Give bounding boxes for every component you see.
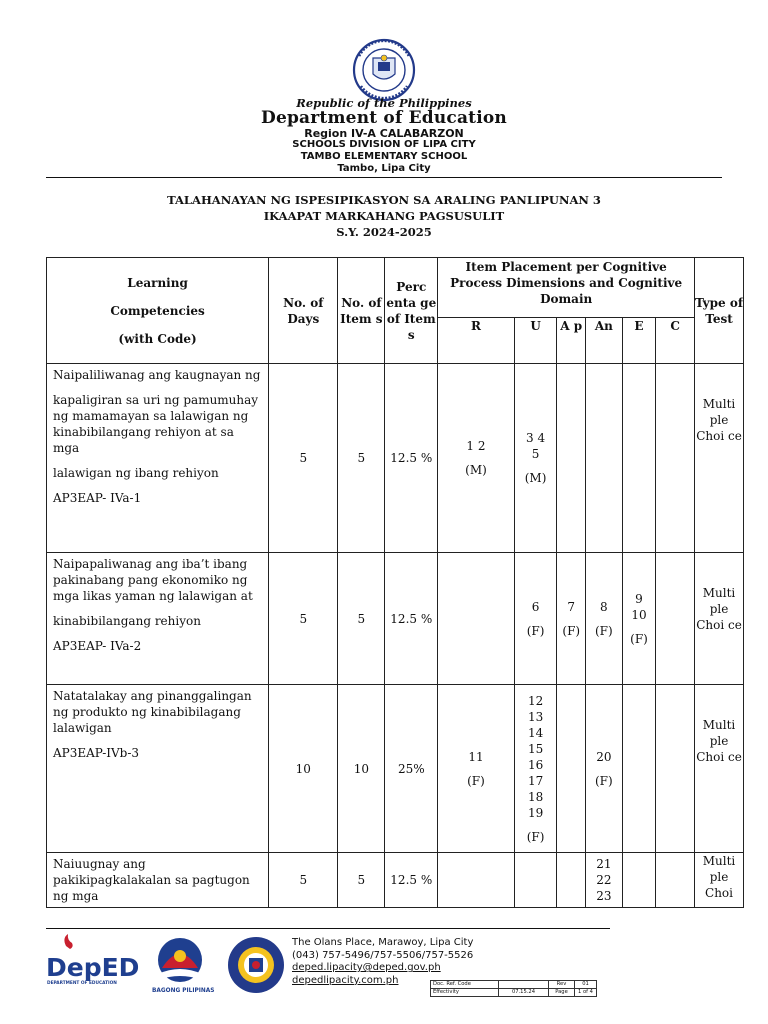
division-seal-icon [228, 937, 284, 993]
competency-text: AP3EAP- IVa-1 [53, 491, 142, 505]
item-number: (F) [595, 773, 613, 788]
header-items: No. of Item s [338, 258, 385, 364]
item-number: 9 [635, 591, 643, 606]
placement-cell-level-u [514, 853, 557, 908]
test-type-cell: Multi ple Choi ce [695, 364, 744, 553]
footer-address: The Olans Place, Marawoy, Lipa City [292, 937, 474, 948]
page-value: 1 of 4 [575, 989, 597, 997]
document-title: TALAHANAYAN NG ISPESIPIKASYON SA ARALING PANLIPUNAN 3 [167, 193, 601, 207]
items-cell: 5 [338, 364, 385, 553]
placement-cell-level-u [514, 685, 557, 853]
header-item-placement: Item Placement per Cognitive Process Dimensions and Cognitive Domain [438, 258, 695, 318]
competency-text: kapaligiran sa uri ng pamumuhay ng mamamayan sa lalawigan ng kinabibilangang rehiyon at sa mga [53, 393, 259, 455]
item-number: 16 [527, 757, 544, 772]
effectivity-value: 07.15.24 [499, 989, 549, 997]
item-number: 10 [631, 607, 647, 622]
placement-cell-level-ap [557, 553, 586, 685]
competency-text: Natatalakay ang pinanggalingan ng produkto ng kinabibilagang lalawigan [53, 689, 252, 735]
header-divider [46, 177, 722, 178]
competency-text: AP3EAP- IVa-2 [53, 639, 142, 653]
days-cell: 5 [269, 364, 338, 553]
items-cell: 5 [338, 553, 385, 685]
specification-table [46, 257, 744, 908]
item-number: (F) [562, 623, 581, 638]
days-cell: 5 [269, 553, 338, 685]
item-number: 12 [527, 693, 544, 708]
item-number: 5 [531, 447, 540, 461]
placement-cell-level-c [656, 553, 695, 685]
header-level-u: U [514, 318, 557, 364]
test-type-cell: Multi ple Choi ce [695, 685, 744, 853]
placement-cell-level-u [514, 553, 557, 685]
deped-logo-sub: DEPARTMENT OF EDUCATION [47, 981, 117, 986]
school-name: TAMBO ELEMENTARY SCHOOL [300, 151, 468, 162]
school-address: Tambo, Lipa City [337, 163, 431, 174]
footer-email-link[interactable]: deped.lipacity@deped.gov.ph [292, 962, 441, 974]
placement-cell-level-ap [557, 853, 586, 908]
competency-text: kinabibilangang rehiyon [53, 614, 201, 628]
item-number: 19 [527, 805, 544, 820]
item-number: 7 [567, 599, 576, 614]
item-number: (F) [595, 623, 613, 638]
percentage-cell: 12.5 % [385, 853, 438, 908]
table-row [47, 553, 744, 685]
item-number: 11 [468, 749, 484, 764]
item-number: 1 2 [466, 439, 486, 453]
placement-cell-level-e [622, 685, 656, 853]
placement-cell-level-e [622, 364, 656, 553]
test-type-cell: Multi ple Choi ce [695, 553, 744, 685]
item-number: 3 4 [526, 431, 546, 445]
days-cell: 10 [269, 685, 338, 853]
header-type-of-test: Type of Test [695, 258, 744, 364]
rev-value: 01 [575, 981, 597, 989]
deped-logo-text: DepED [46, 953, 140, 982]
document-subtitle: IKAAPAT MARKAHANG PAGSUSULIT [263, 209, 505, 223]
placement-cell-level-r [438, 553, 514, 685]
department-name: Department of Education [261, 108, 507, 128]
footer-divider [46, 928, 610, 929]
region-line: Region IV-A CALABARZON [304, 127, 464, 140]
header-level-r: R [438, 318, 514, 364]
item-number: 17 [527, 773, 544, 788]
item-number: 21 [596, 857, 612, 871]
header-level-ap: A p [557, 318, 586, 364]
placement-cell-level-an [586, 853, 623, 908]
placement-cell-level-an [586, 364, 623, 553]
item-number: (M) [524, 471, 547, 485]
footer-phone: (043) 757-5496/757-5506/757-5526 [292, 949, 474, 961]
item-number: 22 [596, 873, 612, 887]
placement-cell-level-an [586, 553, 623, 685]
item-number: 15 [527, 741, 544, 756]
item-number: 6 [531, 599, 540, 614]
competency-text: AP3EAP-IVb-3 [53, 746, 140, 760]
competency-cell [47, 553, 269, 685]
placement-cell-level-r [438, 685, 514, 853]
item-number: (F) [630, 631, 648, 646]
page-label: Page [549, 989, 575, 997]
placement-cell-level-e [622, 853, 656, 908]
placement-cell-level-r [438, 853, 514, 908]
days-cell: 5 [269, 853, 338, 908]
effectivity-label: Effectivity [431, 989, 499, 997]
competency-text: Naiuugnay ang pakikipagkalakalan sa pagtugon ng mga [53, 857, 250, 903]
document-reference-box [430, 980, 597, 997]
competency-text: Naipaliliwanag ang kaugnayan ng [53, 368, 261, 382]
test-type-cell: Multi ple Choi [695, 853, 744, 908]
placement-cell-level-an [586, 685, 623, 853]
item-number: (F) [467, 773, 485, 788]
items-cell: 5 [338, 853, 385, 908]
competency-cell [47, 364, 269, 553]
placement-cell-level-u [514, 364, 557, 553]
placement-cell-level-c [656, 364, 695, 553]
item-number: (F) [526, 829, 545, 844]
item-number: 13 [527, 709, 544, 724]
item-number: 20 [596, 749, 612, 764]
competency-cell [47, 853, 269, 908]
percentage-cell: 12.5 % [385, 364, 438, 553]
table-row [47, 364, 744, 553]
item-number: 23 [596, 889, 612, 903]
docref-label: Doc. Ref. Code [431, 981, 499, 989]
deped-seal-icon [347, 38, 421, 102]
rev-label: Rev [549, 981, 575, 989]
placement-cell-level-ap [557, 685, 586, 853]
table-row [47, 685, 744, 853]
competency-cell [47, 685, 269, 853]
republic-line: Republic of the Philippines [296, 96, 472, 110]
placement-cell-level-r [438, 364, 514, 553]
school-year: S.Y. 2024-2025 [336, 225, 432, 239]
item-number: (M) [465, 463, 487, 477]
bagong-pilipinas-text: BAGONG PILIPINAS [152, 988, 215, 994]
table-row [47, 853, 744, 908]
percentage-cell: 25% [385, 685, 438, 853]
header-competency: Learning Competencies (with Code) [47, 258, 269, 364]
placement-cell-level-c [656, 853, 695, 908]
header-level-e: E [622, 318, 656, 364]
item-number: 14 [527, 725, 544, 740]
placement-cell-level-e [622, 553, 656, 685]
items-cell: 10 [338, 685, 385, 853]
header-days: No. of Days [269, 258, 338, 364]
header-percentage: Perc enta ge of Item s [385, 258, 438, 364]
placement-cell-level-c [656, 685, 695, 853]
placement-cell-level-ap [557, 364, 586, 553]
footer-website-link[interactable]: depedlipacity.com.ph [292, 974, 399, 986]
competency-text: lalawigan ng ibang rehiyon [53, 466, 219, 480]
competency-text: Naipapaliwanag ang iba’t ibang pakinabang pang ekonomiko ng mga likas yaman ng lalawigan at [53, 557, 253, 603]
footer-logos [44, 934, 284, 1000]
header-level-c: C [656, 318, 695, 364]
docref-value [499, 981, 549, 989]
item-number: 18 [527, 789, 544, 804]
bagong-pilipinas-icon [152, 938, 214, 994]
item-number: 8 [600, 599, 608, 614]
division-line: SCHOOLS DIVISION OF LIPA CITY [292, 139, 476, 150]
item-number: (F) [526, 623, 545, 638]
percentage-cell: 12.5 % [385, 553, 438, 685]
deped-logo-icon [46, 934, 139, 986]
header-level-an: An [586, 318, 623, 364]
